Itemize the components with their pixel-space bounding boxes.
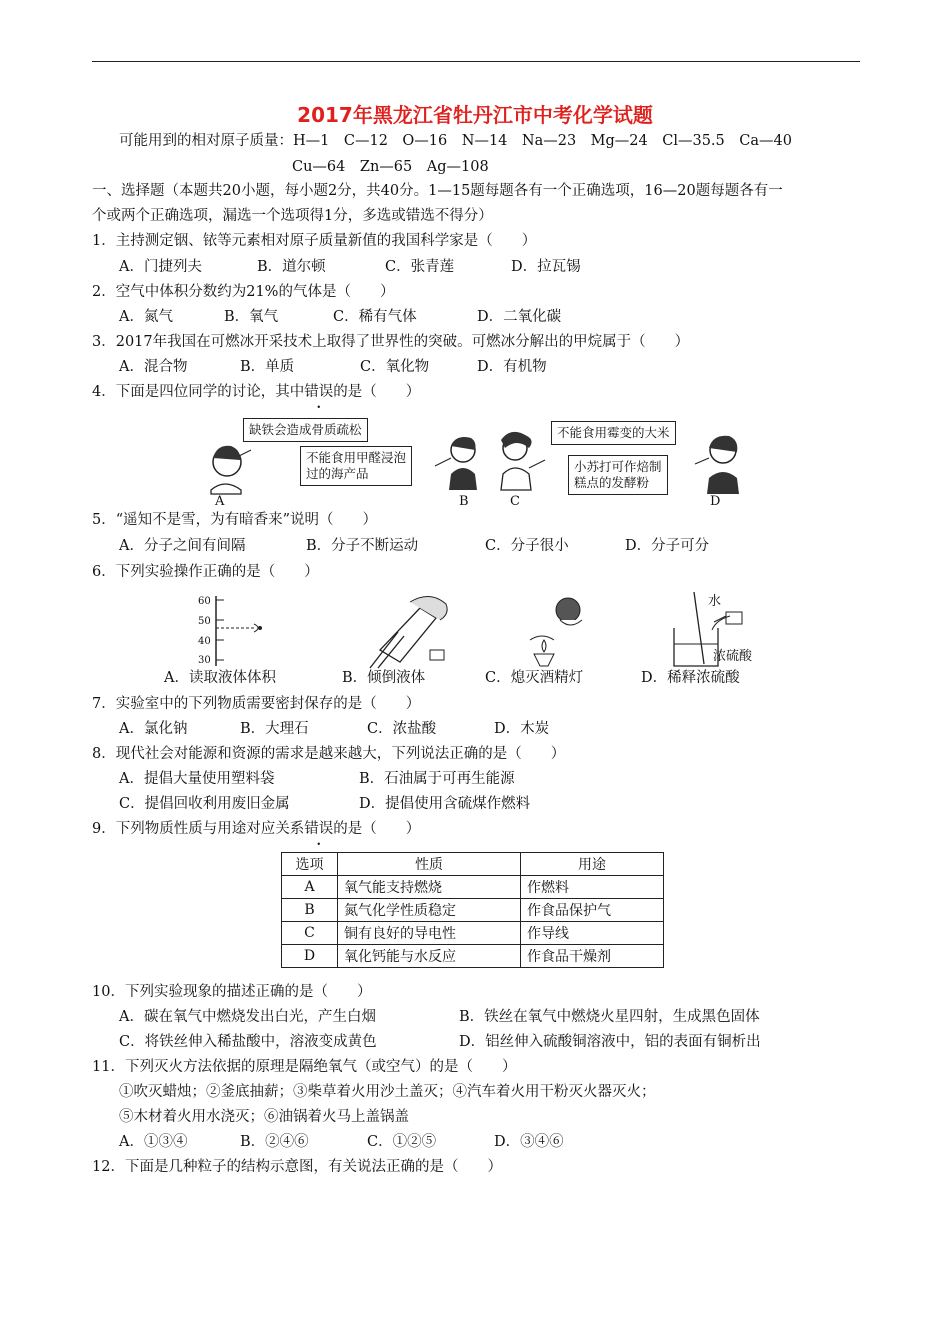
table-row: [282, 945, 664, 968]
page-title: 2017年黑龙江省牡丹江市中考化学试题: [297, 103, 653, 127]
student-b-figure: [435, 437, 477, 490]
table-header-row: [282, 853, 664, 876]
q3-stem: 3．2017年我国在可燃冰开采技术上取得了世界性的突破。可燃冰分解出的甲烷属于（ ）: [92, 334, 690, 350]
q8-option-c: C．提倡回收利用废旧金属: [119, 796, 290, 812]
table-cell: 氮气化学性质稳定: [338, 899, 521, 922]
q2-stem: 2．空气中体积分数约为21%的气体是（ ）: [92, 284, 395, 300]
q6-option-d: D．稀释浓硫酸: [641, 670, 740, 686]
q2-option-c: C．稀有气体: [333, 309, 417, 325]
q1-option-b: B．道尔顿: [257, 259, 326, 275]
q4-label-c: C: [510, 494, 520, 509]
q1-option-d: D．拉瓦锡: [511, 259, 581, 275]
atomic-mass-line2: Cu—64 Zn—65 Ag—108: [292, 159, 489, 175]
q5-option-c: C．分子很小: [485, 538, 569, 554]
header-option: 选项: [282, 853, 338, 876]
water-label: 水: [708, 594, 722, 609]
q3-option-d: D．有机物: [477, 359, 547, 375]
q1-option-c: C．张青莲: [385, 259, 455, 275]
q10-stem: 10．下列实验现象的描述正确的是（ ）: [92, 984, 372, 1000]
atomic-mass-line1: 可能用到的相对原子质量：H—1 C—12 O—16 N—14 Na—23 Mg—24 Cl—35.5 Ca—40: [119, 133, 792, 149]
table-cell: 作食品保护气: [521, 899, 664, 922]
q4-bubble-a: 缺铁会造成骨质疏松: [243, 418, 368, 442]
q6-option-a: A．读取液体体积: [164, 670, 276, 686]
q7-option-b: B．大理石: [240, 721, 309, 737]
q6-option-c: C．熄灭酒精灯: [485, 670, 584, 686]
table-cell: 氧气能支持燃烧: [338, 876, 521, 899]
q7-option-c: C．浓盐酸: [367, 721, 437, 737]
q7-stem: 7．实验室中的下列物质需要密封保存的是（ ）: [92, 696, 421, 712]
q4-bubble-b: 不能食用甲醛浸泡 过的海产品: [300, 446, 412, 486]
pouring-liquid-figure: [350, 590, 460, 670]
q5-option-a: A．分子之间有间隔: [119, 538, 246, 554]
table-cell: 作食品干燥剂: [521, 945, 664, 968]
q11-option-a: A．①③④: [119, 1134, 188, 1150]
q11-option-d: D．③④⑥: [494, 1134, 564, 1150]
top-rule: [92, 61, 860, 62]
table-cell: A: [282, 876, 338, 899]
table-cell: 氧化钙能与水反应: [338, 945, 521, 968]
q5-option-d: D．分子可分: [625, 538, 710, 554]
cylinder-mark-60: 60: [198, 596, 211, 607]
table-cell: 作燃料: [521, 876, 664, 899]
q4-bubble-d: 小苏打可作焙制 糕点的发酵粉: [568, 455, 668, 495]
q7-option-d: D．木炭: [494, 721, 550, 737]
q7-option-a: A．氯化钠: [119, 721, 188, 737]
q4-stem: 4．下面是四位同学的讨论，其中错误的是（ ）: [92, 384, 421, 400]
q6-stem: 6．下列实验操作正确的是（ ）: [92, 564, 319, 580]
table-row: [282, 876, 664, 899]
cylinder-mark-30: 30: [198, 655, 211, 666]
table-cell: C: [282, 922, 338, 945]
q8-option-b: B．石油属于可再生能源: [359, 771, 515, 787]
q1-option-a: A．门捷列夫: [119, 259, 202, 275]
q1-stem: 1．主持测定铟、铱等元素相对原子质量新值的我国科学家是（ ）: [92, 233, 537, 249]
q10-option-d: D．铝丝伸入硫酸铜溶液中，铝的表面有铜析出: [459, 1034, 761, 1050]
q8-stem: 8．现代社会对能源和资源的需求是越来越大，下列说法正确的是（ ）: [92, 746, 566, 762]
section1-instructions-line1: 一、选择题（本题共20小题，每小题2分，共40分。1—15题每题各有一个正确选项，16—20题每题各有一: [92, 183, 783, 199]
q9-stem: 9．下列物质性质与用途对应关系错误的是（ ）: [92, 821, 421, 837]
table-cell: 作导线: [521, 922, 664, 945]
q11-list-line2: ⑤木材着火用水浇灭；⑥油锅着火马上盖锅盖: [119, 1109, 409, 1125]
header-use: 用途: [521, 853, 664, 876]
q2-option-d: D．二氧化碳: [477, 309, 562, 325]
q5-stem: 5．“遥知不是雪，为有暗香来”说明（ ）: [92, 512, 378, 528]
q2-option-b: B．氧气: [224, 309, 279, 325]
q10-option-b: B．铁丝在氧气中燃烧火星四射，生成黑色固体: [459, 1009, 760, 1025]
table-row: [282, 899, 664, 922]
q4-emphasis: 错误: [304, 384, 334, 400]
table-row: [282, 922, 664, 945]
q4-label-a: A: [215, 494, 225, 509]
q12-stem: 12．下面是几种粒子的结构示意图，有关说法正确的是（ ）: [92, 1159, 502, 1175]
q2-option-a: A．氮气: [119, 309, 173, 325]
cylinder-mark-50: 50: [198, 616, 211, 627]
q4-label-d: D: [710, 494, 721, 509]
concentrated-acid-label: 浓硫酸: [713, 649, 753, 664]
header-property: 性质: [338, 853, 521, 876]
q4-bubble-c: 不能食用霉变的大米: [551, 421, 676, 445]
q8-option-d: D．提倡使用含硫煤作燃料: [359, 796, 531, 812]
cylinder-mark-40: 40: [198, 636, 211, 647]
q11-list-line1: ①吹灭蜡烛；②釜底抽薪；③柴草着火用沙土盖灭；④汽车着火用干粉灭火器灭火；: [119, 1084, 656, 1100]
q5-option-b: B．分子不断运动: [306, 538, 419, 554]
q10-option-a: A．碳在氧气中燃烧发出白光，产生白烟: [119, 1009, 376, 1025]
q11-option-b: B．②④⑥: [240, 1134, 309, 1150]
student-d-figure: [695, 436, 739, 494]
q3-option-b: B．单质: [240, 359, 295, 375]
table-cell: D: [282, 945, 338, 968]
q4-label-b: B: [459, 494, 469, 509]
q11-option-c: C．①②⑤: [367, 1134, 437, 1150]
q3-option-c: C．氧化物: [360, 359, 430, 375]
student-c-figure: [501, 432, 545, 490]
table-cell: B: [282, 899, 338, 922]
q3-option-a: A．混合物: [119, 359, 188, 375]
q10-option-c: C．将铁丝伸入稀盐酸中，溶液变成黄色: [119, 1034, 377, 1050]
q8-option-a: A．提倡大量使用塑料袋: [119, 771, 275, 787]
section1-instructions-line2: 个或两个正确选项，漏选一个选项得1分，多选或错选不得分）: [92, 208, 493, 224]
q9-emphasis: 错误: [304, 821, 334, 837]
q11-stem: 11．下列灭火方法依据的原理是隔绝氧气（或空气）的是（ ）: [92, 1059, 517, 1075]
q6-option-b: B．倾倒液体: [342, 670, 426, 686]
alcohol-lamp-figure: [520, 596, 610, 668]
student-a-figure: [211, 446, 251, 494]
q9-property-table: [281, 852, 664, 968]
table-cell: 铜有良好的导电性: [338, 922, 521, 945]
